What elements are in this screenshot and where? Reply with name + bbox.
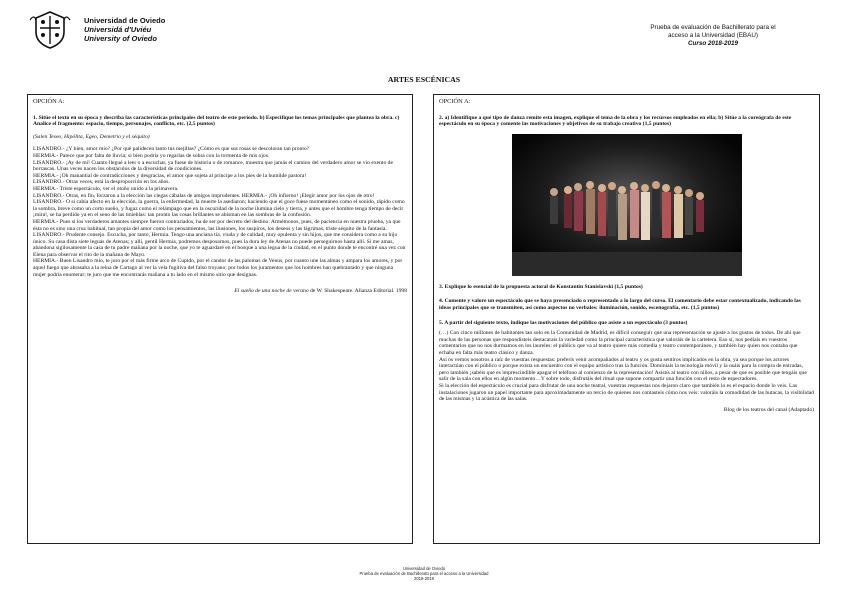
text-source xyxy=(33,288,407,295)
quoted-text xyxy=(439,330,814,403)
option-label: OPCIÓN A: xyxy=(439,98,471,105)
dance-performance-photo xyxy=(512,134,742,276)
question-4: 4. Comente y valore un espectáculo que se haya presenciado o representado a lo largo del curso. El comentario debe estar contextualizado, indicando las ideas principales que se transmiten, así como aspectos no verbales: iluminación, sonido, escenografía, etc. (1,5 puntos) xyxy=(439,298,801,311)
dialogue-line: LISANDRO.- Otras, en fin, forzaron a la elección las ciegas cábalas de amigos imprudentes. HERMIA.- ¡Oh infierno! ¡Elegir amor por los ojos de otro! xyxy=(33,192,375,199)
dance-photo-image xyxy=(512,134,742,276)
option-label: OPCIÓN A: xyxy=(33,98,65,105)
university-name: Universidad de Oviedo Universidá d'Uviéu University of Oviedo xyxy=(84,16,166,43)
dialogue-line: LISANDRO.- Prudente consejo. Escucha, por tanto, Hermia. Tengo una anciana tía, viuda y de calidad, muy opulenta y sin hijos, que me considera como a su hijo único. Su casa dista siete leguas de Atenas; y allí, gentil Hermia, podremos desposarnos, pues la dura ley de Atenas no puede perseguirnos hasta allí. Si me amas, abandona sigilosamente la casa de tu padre mañana por la noche, que yo te aguardaré en el bosque a una legua de la ciudad, en el punto donde te encontré una vez con Elena para observar el rito de la mañana de Mayo. xyxy=(33,232,406,258)
page-footer: Universidad de Oviedo Prueba de evaluación de Bachillerato para el acceso a la Universidad 2018-2019 xyxy=(359,566,489,582)
dialogue-text xyxy=(33,146,407,278)
question-1: 1. Sitúe el texto en su época y describa las características principales del teatro de este período. b) Especifique los temas principales que plantea la obra. c) Analice el fragmento: espacio, tiempo, personajes, conflicto, etc. (2,5 puntos) xyxy=(33,114,400,128)
question-5: 5. A partir del siguiente texto, indique las motivaciones del público que asiste a un espectáculo (3 puntos) xyxy=(439,319,688,326)
dialogue-line: LISANDRO.- ¡Ay de mí! Cuanto llegué a leer o a escuchar, ya fuese de historia o de romance, muestra que jamás el camino del verdadero amor se vio exento de borrascas. Unas veces nacen los obstáculos de la diversidad de condiciones. xyxy=(33,159,393,173)
text-source: Blog de los teatros del canal (Adaptado) xyxy=(723,406,814,413)
page-header xyxy=(28,10,828,50)
course-year: Curso 2018-2019 xyxy=(687,40,739,47)
university-crest-icon xyxy=(28,10,72,50)
stage-direction: (Salen Teseo, Hipólita, Egeo, Demetrio y el séquito) xyxy=(33,133,150,140)
dialogue-line: HERMIA.- Parece que por falta de lluvia; si bien podría yo regarlas de sobra con la tormenta de mis ojos. xyxy=(33,152,270,159)
dialogue-line: LISANDRO.- Otras veces, está la desproporción en los años. xyxy=(33,179,170,186)
option-a-left-panel xyxy=(27,94,413,544)
quoted-paragraph: (…) Con cinco millones de habitantes tan solo en la Comunidad de Madrid, es difícil conseguir que una representación se ajuste a los gustos de todos. De ahí que muchas de las personas que respondisteis destacarais la variedad como la principal característica que valoráis de la cartelera. Eso sí, nos pedíais en vuestros comentarios que no nos durmamos en los laureles: el público que va al teatro quiere más comedia y teatro contemporáneo, y también hay quien nos contaba que echaba en falta más teatro clásico y danza. xyxy=(439,330,801,356)
dialogue-line: HERMIA.- Pues si los verdaderos amantes siempre fueron contrariados, ha de ser por decreto del destino. Armémonos, pues, de paciencia en nuestra prueba, ya que ésta no es sino una cruz habitual, tan propia del amor como los pensamientos, las ilusiones, los suspiros, los deseos y las lágrimas, triste séquito de la fantasía. xyxy=(33,218,401,232)
option-a-right-panel xyxy=(433,94,820,544)
dialogue-line: HERMIA.- ¡Oh manantial de contradicciones y desgracias, el amor que sujeta al príncipe a los pies de la humilde pastora! xyxy=(33,172,307,179)
subject-title: ARTES ESCÉNICAS xyxy=(387,75,461,84)
source-rest: de W. Shakespeare. Alianza Editorial. 1998 xyxy=(308,288,407,295)
source-title: El sueño de una noche de verano xyxy=(234,288,309,295)
dialogue-line: HERMIA.- Triste espectáculo, ver el otoño unido a la primavera. xyxy=(33,185,179,192)
question-3: 3. Explique lo esencial de la propuesta actoral de Konstantin Stanislavski (1,5 puntos) xyxy=(439,283,643,290)
quoted-paragraph: Así os vemos nosotros a raíz de vuestras respuestas: preferís venir acompañados al teatro y os gusta sentiros implicados en la obra, ya sea porque los actores interactúan con el público o porque exista un encuentro con el equipo artístico tras la función. Dominiais la tecnología móvil y la usáis para la compra de entradas, pero también ¡sabéis que es imprescindible apagar el teléfono al comienzo de la representación! Asistís al teatro con niños, a pesar de que es posible que tengáis que salir de la sala con ellos en algún momento…Y sobre todo, disfrutáis del ritual que supone compartir una función con el resto de espectadores. xyxy=(439,356,807,383)
quoted-paragraph: Si la elección del espectáculo es crucial para disfrutar de una noche teatral, vuestras respuestas nos dejaron claro que también lo es el espacio donde lo veis. Las instalaciones jugaron un papel importante para aproximadamente un tercio de quienes nos contasteis cómo nos veis: valoráis la comodidad de las butacas, la visibilidad de las mismas y la acústica de las salas. xyxy=(439,382,814,403)
exam-title: Prueba de evaluación de Bachillerato para el acceso a la Universidad (EBAU) Curso 2018-2019 xyxy=(628,24,798,48)
dialogue-line: HERMIA.- Buen Lisandro mío, te juro por el más firme arco de Cupido, por el candor de las palomas de Venus, por cuanto une las almas y ampara los amores, y por aquel fuego que abrasaba a la reina de Cartago al ver la vela fugitiva del falso troyano; por todos los juramentos que los hombres han quebrantado y que ninguna mujer podría enumerar; te juro que me encontrarás mañana a tu lado en el mismo sitio que designas. xyxy=(33,258,403,278)
dialogue-line: LISANDRO.- O si cabía afecto en la elección, la guerra, la enfermedad, la muerte la asediaron; haciendo que el goce fuese momentáneo como el sonido, rápido como la sombra, breve como un corto sueño, y fugaz como el relámpago que en la oscuridad de la noche ilumina cielo y tierra, y antes que el hombre tenga tiempo de decir ¡mira!, se ha perdido ya en el seno de las tinieblas: tan pronto las cosas brillantes se abisman en las sombras de la confusión. xyxy=(33,199,405,219)
dialogue-line: LISANDRO.- ¿Y bien, amor mío? ¿Por qué palidecen tanto tus mejillas? ¿Cómo es que sus rosas se descoloran tan pronto? xyxy=(33,146,310,153)
question-2: 2. a) Identifique a qué tipo de danza remite esta imagen, explique el tema de la obra y los recursos empleados en ella; b) Sitúe a la coreógrafa de este espectáculo en su época y comente las motivaciones y objetivos de su trabajo creativo (1,5 puntos) xyxy=(439,114,792,128)
